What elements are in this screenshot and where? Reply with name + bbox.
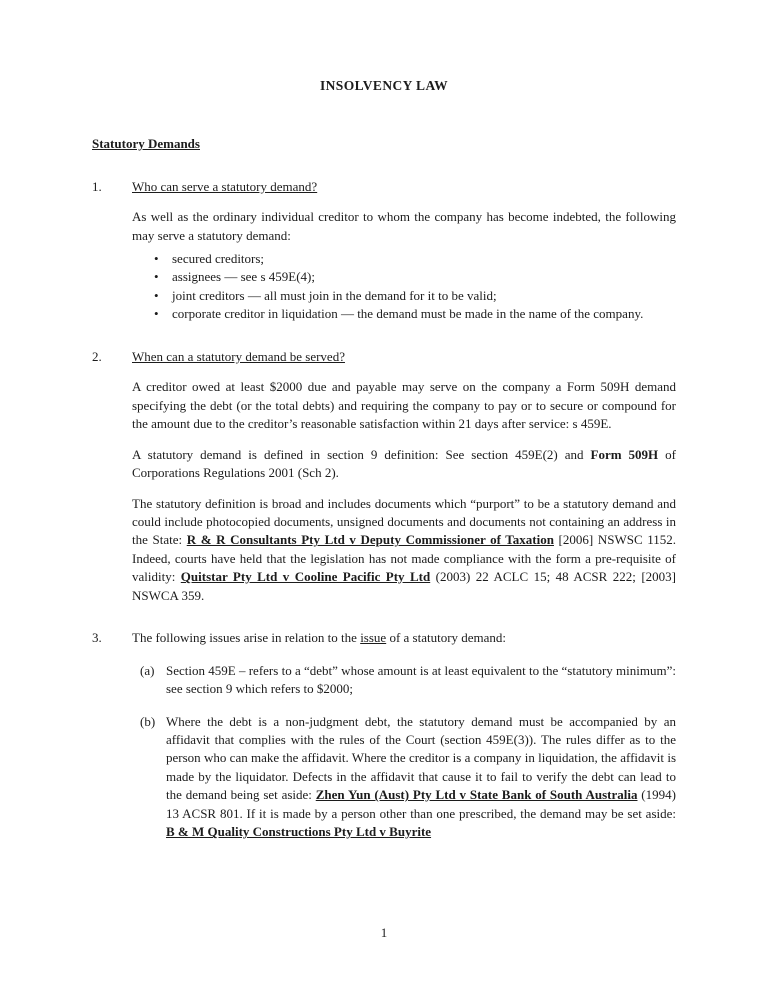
- text-run-underline: issue: [360, 630, 387, 646]
- item-3: [92, 629, 676, 842]
- bullet-text: assignees — see s 459E(4);: [172, 269, 315, 285]
- item-3-number: 3.: [92, 630, 102, 646]
- text-run: The statutory definition is broad and includes documents which “purport” to be a statutory demand and could include photocopied documents, unsigned documents and documents not containing an address in the State:: [132, 495, 676, 548]
- paragraph: [132, 446, 676, 483]
- item-3-content: [132, 629, 676, 842]
- sub-item-label: (b): [140, 713, 156, 729]
- document-title: INSOLVENCY LAW: [319, 78, 448, 93]
- text-run: of a statutory demand:: [386, 630, 507, 646]
- item-1-content: [132, 178, 676, 324]
- text-run: Who can serve a statutory demand?: [132, 178, 318, 194]
- text-run: of Corporations Regulations 2001 (Sch 2).: [132, 446, 676, 481]
- bullet-list: [154, 250, 676, 324]
- bullet-icon: •: [154, 269, 159, 285]
- item-2-content: [132, 348, 676, 605]
- list-item: [154, 287, 676, 305]
- text-run: The following issues arise in relation to the: [132, 630, 361, 646]
- text-run: [2006] NSWSC 1152. Indeed, courts have held that the legislation has not made compliance with the form a pre-requisite of validity:: [132, 532, 676, 585]
- item-1-number: 1.: [92, 178, 102, 194]
- item-2-number: 2.: [92, 348, 102, 364]
- page-number: 1: [380, 924, 388, 940]
- sub-item-b: [140, 713, 676, 842]
- text-run: A statutory demand is defined in section 9 definition: See section 459E(2) and: [132, 446, 591, 462]
- sub-item-a: [140, 662, 676, 699]
- text-run: (1994) 13 ACSR 801. If it is made by a person other than one prescribed, the demand may be set aside:: [166, 787, 676, 821]
- case-citation: B & M Quality Constructions Pty Ltd v Buyrite: [166, 824, 432, 840]
- case-citation: Quitstar Pty Ltd v Cooline Pacific Pty Ltd: [180, 569, 431, 585]
- item-1: [92, 178, 676, 324]
- item-3-lead: [132, 629, 676, 647]
- list-item: [154, 305, 676, 323]
- sub-item-text: Section 459E – refers to a “debt” whose amount is at least equivalent to the “statutory minimum”: see section 9 which refers to $2000;: [166, 662, 676, 697]
- item-1-question: [132, 178, 676, 196]
- sub-item-label: (a): [140, 662, 155, 678]
- item-2: [92, 348, 676, 605]
- bullet-text: corporate creditor in liquidation — the demand must be made in the name of the company.: [172, 306, 644, 322]
- text-run: Where the debt is a non-judgment debt, the statutory demand must be accompanied by an affidavit that complies with the rules of the Court (section 459E(3)). The rules differ as to the person who can make the affidavit. Where the creditor is a company in liquidation, the affidavit is made by the liquidator. Defects in the affidavit that cause it to fail to verify the debt can lead to the demand being set aside:: [166, 713, 676, 803]
- case-citation: Zhen Yun (Aust) Pty Ltd v State Bank of South Australia: [315, 787, 638, 803]
- bullet-text: joint creditors — all must join in the demand for it to be valid;: [172, 287, 497, 303]
- bullet-text: secured creditors;: [172, 250, 265, 266]
- paragraph: As well as the ordinary individual creditor to whom the company has become indebted, the following may serve a statutory demand:: [132, 209, 676, 243]
- text-run: (2003) 22 ACLC 15; 48 ACSR 222; [2003] NSWCA 359.: [132, 569, 676, 603]
- list-item: [154, 268, 676, 286]
- list-item: [154, 250, 676, 268]
- item-2-question: [132, 348, 676, 366]
- paragraph: A creditor owed at least $2000 due and payable may serve on the company a Form 509H demand specifying the debt (or the total debts) and requiring the company to pay or to secure or compound for the amount due to the creditor’s reasonable satisfaction within 21 days after service: s 459E.: [132, 379, 676, 432]
- text-run-bold: Form 509H: [590, 446, 659, 462]
- case-citation: R & R Consultants Pty Ltd v Deputy Commissioner of Taxation: [186, 532, 554, 548]
- bullet-icon: •: [154, 287, 159, 303]
- bullet-icon: •: [154, 306, 159, 322]
- paragraph: [132, 495, 676, 606]
- statutory-demands-heading: Statutory Demands: [92, 136, 200, 152]
- sub-item-text: [166, 713, 676, 842]
- bullet-icon: •: [154, 250, 159, 266]
- text-run: When can a statutory demand be served?: [132, 348, 345, 364]
